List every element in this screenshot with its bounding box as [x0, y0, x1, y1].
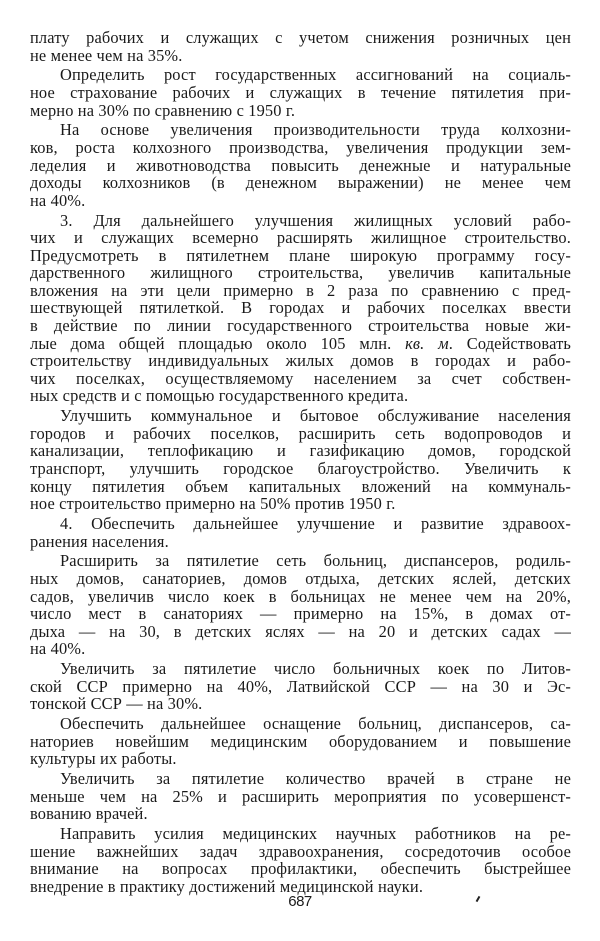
text-line: ное страхование рабочих и служащих в течение пятилетия при-: [30, 82, 571, 102]
text-line: дыха — на 30, в детских яслях — на 20 и детских садах —: [30, 621, 571, 641]
text-line: чих и служащих всемерно расширять жилищное строительство.: [30, 228, 571, 248]
paragraph: [30, 825, 571, 895]
paragraph: [30, 66, 571, 119]
text-line: ных средств и с помощью государственного кредита.: [30, 386, 409, 406]
text-line: Расширить за пятилетие сеть больниц, диспансеров, родиль-: [60, 551, 571, 571]
document-body: [30, 29, 571, 898]
text-line: транспорт, улучшить городское благоустройство. Увеличить к: [30, 459, 571, 478]
text-line: ных домов, санаториев, домов отдыха, детских яслей, детских: [30, 568, 571, 588]
text-line: на 40%.: [30, 639, 86, 659]
text-line: плату рабочих и служащих с учетом снижения розничных цен: [30, 28, 571, 47]
text-line: доходы колхозников (в денежном выражении) не менее чем: [30, 173, 571, 193]
text-line: на 40%.: [30, 190, 86, 210]
paragraph: [30, 770, 571, 823]
paragraph: [30, 715, 571, 768]
text-line: тонской ССР — на 30%.: [30, 694, 203, 714]
italic-unit: кв. м: [405, 333, 449, 353]
text-segment: лые дома общей площадью около 105 млн.: [30, 333, 406, 353]
text-line: ное строительство примерно на 50% против 1950 г.: [30, 494, 396, 514]
text-line: ской ССР примерно на 40%, Латвийской ССР — на 30 и Эс-: [30, 676, 571, 696]
text-line: шествующей пятилеткой. В городах и рабочих поселках ввести: [30, 298, 571, 318]
text-line: дарственного жилищного строительства, увеличив капитальные: [30, 263, 571, 283]
text-line: Определить рост государственных ассигнований на социаль-: [60, 65, 571, 85]
paragraph: [30, 29, 571, 64]
text-line: На основе увеличения производительности труда колхозни-: [60, 120, 571, 140]
text-line: [30, 335, 571, 353]
text-line: канализации, теплофикацию и газификацию домов, городской: [30, 441, 571, 461]
paragraph: [30, 407, 571, 513]
text-line: леделия и животноводства повысить денежные и натуральные: [30, 155, 571, 175]
text-line: 3. Для дальнейшего улучшения жилищных условий рабо-: [60, 210, 571, 230]
text-line: ранения населения.: [30, 531, 169, 551]
paragraph: [30, 552, 571, 658]
text-segment: . Содействовать: [448, 333, 572, 353]
text-line: 4. Обеспечить дальнейшее улучшение и развитие здравоох-: [60, 513, 571, 533]
paragraph: [30, 660, 571, 713]
text-line: Улучшить коммунальное и бытовое обслуживание населения: [60, 406, 571, 426]
text-line: ков, роста колхозного производства, увеличения продукции зем-: [30, 137, 571, 157]
text-line: Направить усилия медицинских научных работников на ре-: [60, 824, 571, 843]
text-line: в действие по линии государственного строительства новые жи-: [30, 316, 571, 336]
text-line: концу пятилетия объем капитальных вложений на коммуналь-: [30, 476, 571, 496]
text-line: Обеспечить дальнейшее оснащение больниц, диспансеров, са-: [60, 714, 571, 734]
text-line: строительству индивидуальных жилых домов в городах и рабо-: [30, 351, 571, 371]
text-line: Увеличить за пятилетие число больничных коек по Литов-: [60, 659, 571, 679]
text-line: меньше чем на 25% и расширить мероприятия по усовершенст-: [30, 786, 571, 806]
text-line: культуры их работы.: [30, 749, 177, 769]
page-number: 687: [288, 893, 312, 910]
text-line: вложения на эти цели примерно в 2 раза по сравнению с пред-: [30, 280, 571, 300]
text-line: Предусмотреть в пятилетнем плане широкую программу госу-: [30, 245, 571, 265]
text-line: мерно на 30% по сравнению с 1950 г.: [30, 100, 296, 120]
text-line: число мест в санаториях — примерно на 15%, в домах от-: [30, 604, 571, 624]
text-line: Увеличить за пятилетие количество врачей в стране не: [60, 769, 571, 789]
text-line: городов и рабочих поселков, расширить сеть водопроводов и: [30, 423, 571, 443]
text-line: чих поселках, осуществляемому населением за счет собствен-: [30, 368, 571, 388]
text-line: шение важнейших задач здравоохранения, сосредоточив особое: [30, 841, 571, 861]
text-line: внимание на вопросах профилактики, обеспечить быстрейшее: [30, 859, 571, 879]
paragraph: [30, 212, 571, 406]
text-line: вованию врачей.: [30, 804, 148, 824]
text-line: садов, увеличив число коек в больницах не менее чем на 20%,: [30, 586, 571, 606]
text-line: не менее чем на 35%.: [30, 45, 183, 65]
text-line: наториев новейшим медицинским оборудованием и повышение: [30, 731, 571, 751]
text-line: внедрение в практику достижений медицинской науки.: [30, 876, 424, 896]
paragraph: [30, 121, 571, 209]
paragraph: [30, 515, 571, 550]
